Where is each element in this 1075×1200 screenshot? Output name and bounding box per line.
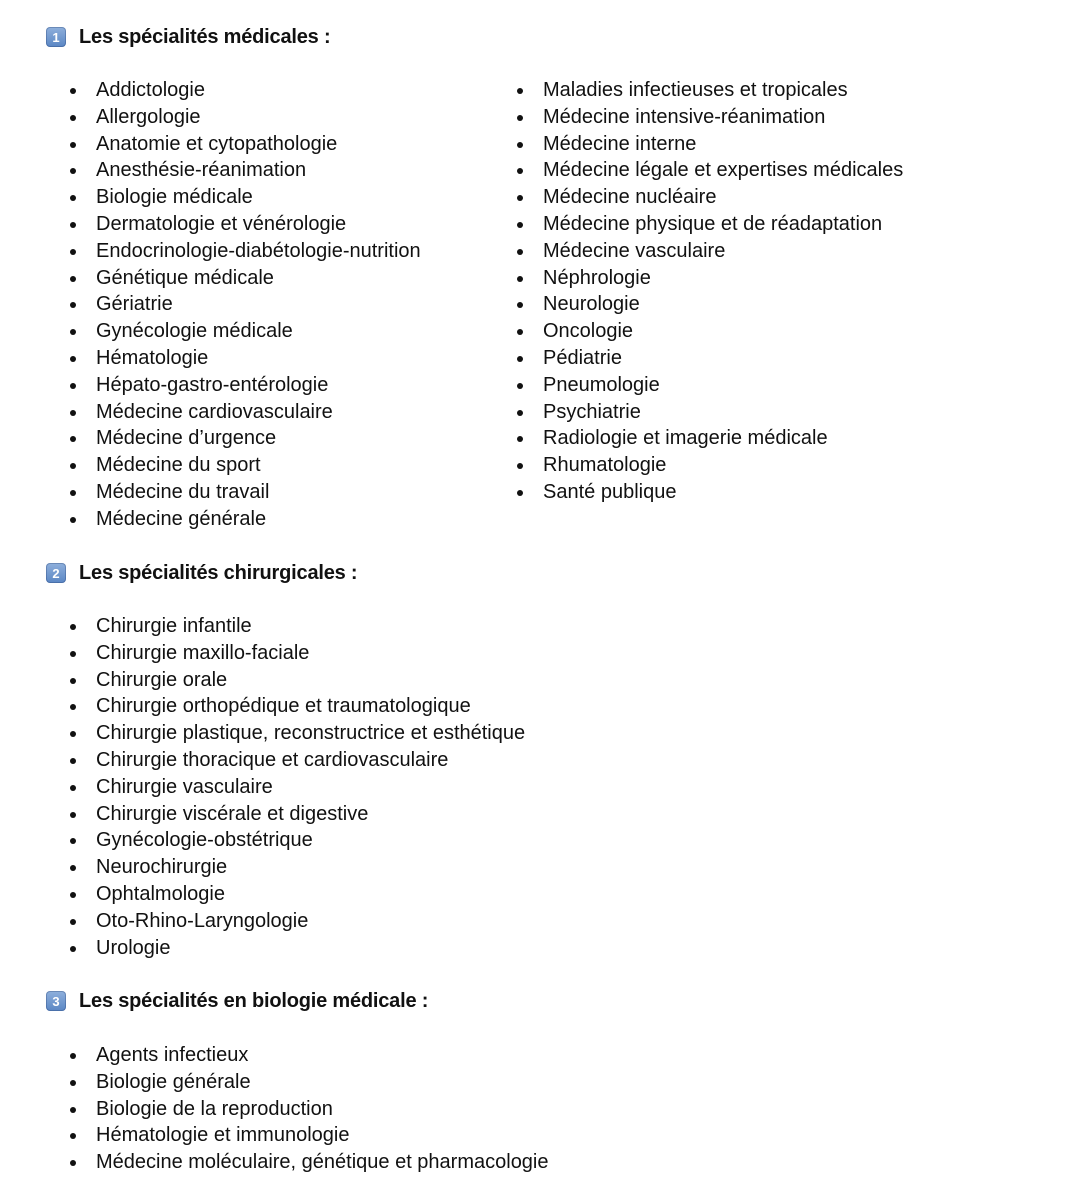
list-item: Chirurgie orale [69,667,525,694]
section-title: Les spécialités chirurgicales : [79,561,358,584]
list-item: Pédiatrie [516,345,903,372]
specialty-list [69,1042,549,1176]
list-item: Chirurgie infantile [69,613,525,640]
list-item: Médecine d’urgence [69,425,421,452]
list-item: Pneumologie [516,372,903,399]
list-item: Chirurgie viscérale et digestive [69,801,525,828]
list-item: Hématologie et immunologie [69,1122,549,1149]
list-item: Médecine moléculaire, génétique et pharmacologie [69,1149,549,1176]
list-item: Médecine légale et expertises médicales [516,157,903,184]
list-item: Gériatrie [69,291,421,318]
list-item: Biologie médicale [69,184,421,211]
list-item: Dermatologie et vénérologie [69,211,421,238]
list-item: Chirurgie thoracique et cardiovasculaire [69,747,525,774]
list-item: Anesthésie-réanimation [69,157,421,184]
number-1-icon: 1 [46,27,66,47]
list-item: Gynécologie-obstétrique [69,827,525,854]
list-item: Néphrologie [516,265,903,292]
section-title: Les spécialités médicales : [79,25,331,48]
list-item: Médecine physique et de réadaptation [516,211,903,238]
list-item: Rhumatologie [516,452,903,479]
list-item: Génétique médicale [69,265,421,292]
list-item: Oncologie [516,318,903,345]
list-item: Addictologie [69,77,421,104]
list-item: Chirurgie plastique, reconstructrice et esthétique [69,720,525,747]
list-item: Médecine interne [516,131,903,158]
section-heading [46,988,428,1014]
specialty-list-left [69,77,421,533]
list-item: Chirurgie vasculaire [69,774,525,801]
list-item: Médecine du travail [69,479,421,506]
list-item: Médecine nucléaire [516,184,903,211]
section-title: Les spécialités en biologie médicale : [79,989,429,1012]
number-3-icon: 3 [46,991,66,1011]
list-item: Médecine générale [69,506,421,533]
list-item: Endocrinologie-diabétologie-nutrition [69,238,421,265]
list-item: Biologie générale [69,1069,549,1096]
number-2-icon: 2 [46,563,66,583]
list-item: Anatomie et cytopathologie [69,131,421,158]
list-item: Neurologie [516,291,903,318]
list-item: Biologie de la reproduction [69,1096,549,1123]
list-item: Médecine du sport [69,452,421,479]
list-item: Agents infectieux [69,1042,549,1069]
list-item: Neurochirurgie [69,854,525,881]
list-item: Chirurgie maxillo-faciale [69,640,525,667]
list-item: Médecine intensive-réanimation [516,104,903,131]
list-item: Maladies infectieuses et tropicales [516,77,903,104]
list-item: Psychiatrie [516,399,903,426]
section-heading [46,560,357,586]
list-item: Chirurgie orthopédique et traumatologique [69,693,525,720]
list-item: Gynécologie médicale [69,318,421,345]
list-item: Ophtalmologie [69,881,525,908]
section-heading [46,24,330,50]
list-item: Médecine vasculaire [516,238,903,265]
list-item: Oto-Rhino-Laryngologie [69,908,525,935]
list-item: Hépato-gastro-entérologie [69,372,421,399]
specialty-list [69,613,525,961]
list-item: Urologie [69,935,525,962]
list-item: Radiologie et imagerie médicale [516,425,903,452]
specialty-list-right [516,77,903,506]
list-item: Allergologie [69,104,421,131]
list-item: Médecine cardiovasculaire [69,399,421,426]
list-item: Hématologie [69,345,421,372]
list-item: Santé publique [516,479,903,506]
